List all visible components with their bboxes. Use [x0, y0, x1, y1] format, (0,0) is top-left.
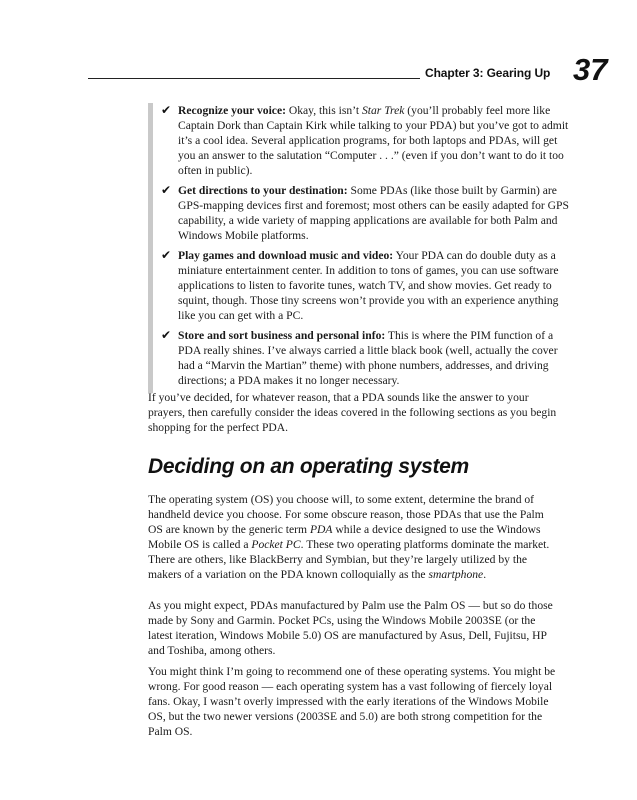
paragraph-text: The operating system (OS) you choose will, to some extent, determine the brand of handheld device you choose. For some obscure reason, those PDAs that use the Palm OS are known by the generic term	[148, 493, 544, 536]
bullet-emphasis: Star Trek	[361, 104, 405, 117]
bullet-term: Play games and download music and video:	[178, 249, 394, 262]
chapter-title: Chapter 3: Gearing Up	[425, 66, 551, 80]
paragraph-text: . These two operating platforms dominate the market. There are others, like BlackBerry and Symbian, but they’re largely utilized by the makers of a variation on the PDA known colloquially as the	[148, 538, 550, 581]
body-paragraph	[148, 492, 558, 582]
body-paragraph: You might think I’m going to recommend one of these operating systems. You might be wrong. For good reason — each operating system has a vast following of fiercely loyal fans. Okay, I wasn’t overly impressed with the early iterations of the Windows Mobile OS, but the two newer versions (2003SE and 5.0) are both strong competition for the Palm OS.	[148, 665, 556, 738]
bullet-text: This is where the PIM function of a PDA really shines. I’ve always carried a little black book (well, actually the cover had a “Marvin the Martian” theme) with phone numbers, addresses, and driving directions; a PDA makes it no longer necessary.	[178, 329, 558, 387]
check-mark-icon: ✔	[161, 103, 172, 117]
emphasis-term: smartphone	[428, 568, 484, 581]
paragraph-text: .	[483, 568, 487, 581]
check-mark-icon: ✔	[161, 248, 172, 262]
list-item	[161, 103, 571, 178]
bullet-list	[148, 103, 571, 393]
header-rule	[88, 78, 420, 79]
page-number: 37	[573, 52, 608, 87]
paragraph-text: while a device designed to use the Windows Mobile OS is called a	[148, 523, 541, 551]
section-heading: Deciding on an operating system	[148, 455, 469, 478]
bullet-term: Store and sort business and personal info:	[178, 329, 386, 342]
bullet-text: (you’ll probably feel more like Captain Dork than Captain Kirk while talking to your PDA) but you’ve got to admit it’s a cool idea. Several application programs, for both laptops and PDAs, will get you an answer to the salutation “Computer . . .” (even if you don’t want to do it too often in public).	[178, 104, 569, 177]
list-item	[161, 328, 571, 388]
check-mark-icon: ✔	[161, 183, 172, 197]
body-paragraph: As you might expect, PDAs manufactured by Palm use the Palm OS — but so do those made by Sony and Garmin. Pocket PCs, using the Windows Mobile 2003SE (or the latest iteration, Windows Mobile 5.0) OS are manufactured by Asus, Dell, Fujitsu, HP and Toshiba, among others.	[148, 599, 553, 657]
bullet-term: Recognize your voice:	[178, 104, 286, 117]
list-item	[161, 248, 571, 323]
check-mark-icon: ✔	[161, 328, 172, 342]
emphasis-term: Pocket PC	[251, 538, 301, 551]
intro-paragraph: If you’ve decided, for whatever reason, that a PDA sounds like the answer to your prayers, then carefully consider the ideas covered in the following sections as you begin shopping for the perfect PDA.	[148, 391, 557, 434]
bullet-text: Your PDA can do double duty as a miniature entertainment center. In addition to tons of games, you can use software applications to listen to favorite tunes, watch TV, and show movies. Get ready to squint, though. Those tiny screens won’t provide you with an experience anything like you can get with a PC.	[178, 249, 559, 322]
emphasis-term: PDA	[309, 523, 333, 536]
bullet-text: Okay, this isn’t	[285, 104, 362, 117]
bullet-text: Some PDAs (like those built by Garmin) are GPS-mapping devices first and foremost; most others can be easily adapted for GPS capability, a wide variety of mapping applications are available for both Palm and Windows Mobile platforms.	[178, 184, 569, 242]
bullet-term: Get directions to your destination:	[178, 184, 348, 197]
list-item	[161, 183, 571, 243]
